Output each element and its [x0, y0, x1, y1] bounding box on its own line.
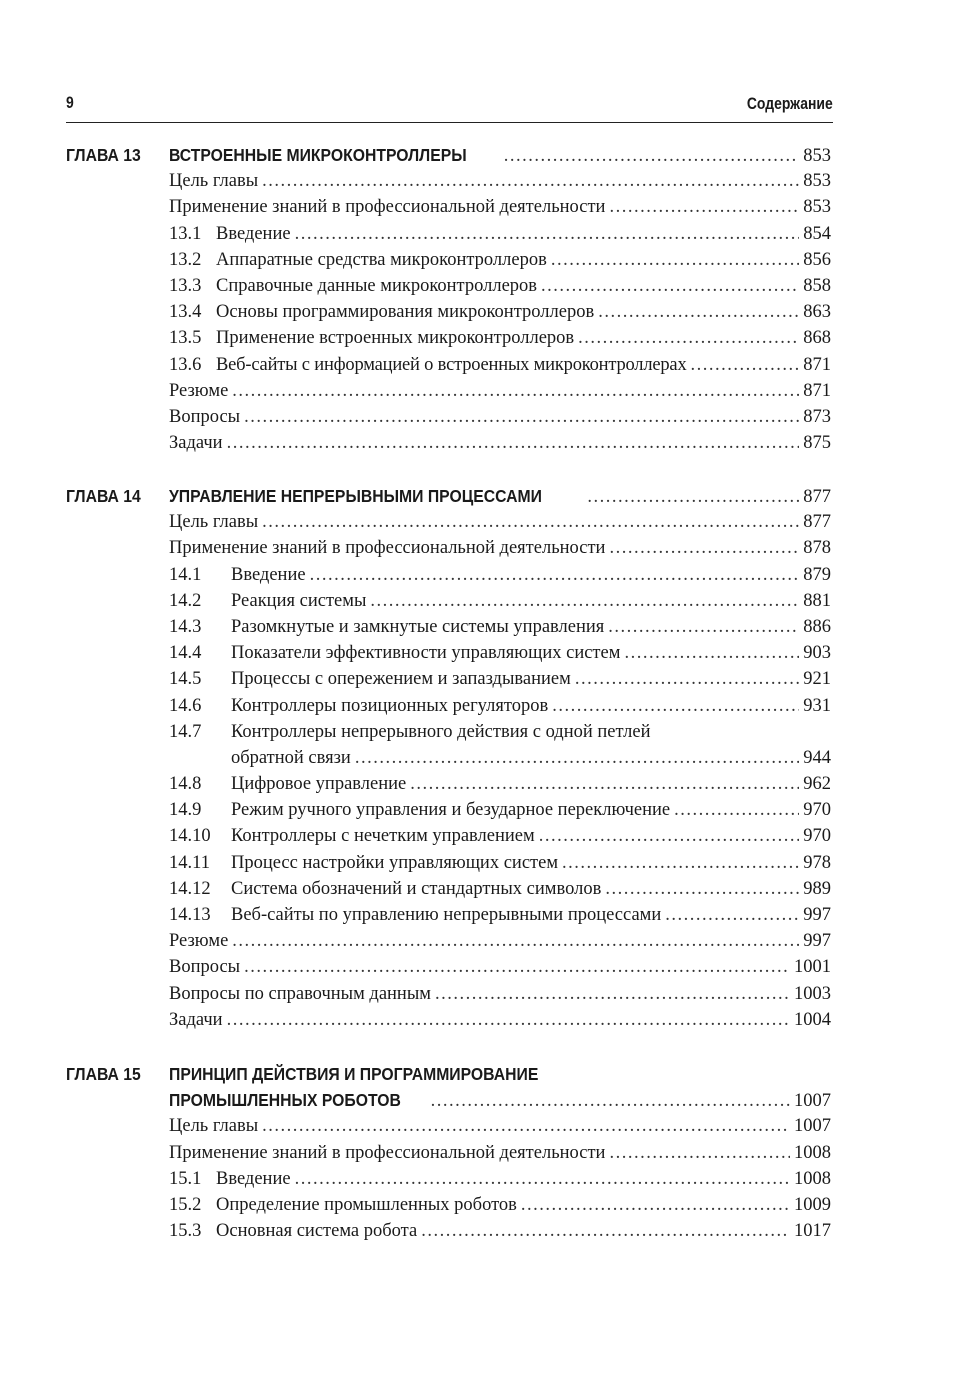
leader-dots: [552, 696, 799, 717]
entry-title: Применение знаний в профессиональной деятельности: [169, 538, 606, 559]
page-ref: 997: [803, 905, 831, 925]
toc-entry: [66, 355, 831, 381]
page-ref: 875: [803, 433, 831, 454]
page-ref: 997: [803, 931, 831, 952]
page-ref: 931: [803, 695, 831, 716]
leader-dots: [562, 853, 799, 874]
chapter-heading: [66, 145, 831, 171]
leader-dots: [310, 565, 800, 586]
page-ref: 1008: [794, 1142, 831, 1163]
toc-entry: [66, 197, 831, 223]
entry-number: 14.4: [169, 643, 202, 664]
entry-number: 13.4: [169, 302, 202, 323]
chapter-label: ГЛАВА 13: [66, 145, 141, 165]
entry-title: Резюме: [169, 931, 229, 952]
page-ref: 871: [803, 354, 831, 375]
page-ref: 1007: [794, 1091, 831, 1112]
leader-dots: [410, 774, 799, 795]
toc-entry: [66, 853, 831, 879]
page-ref: 854: [803, 223, 831, 244]
page-ref: 921: [803, 669, 831, 690]
leader-dots: [355, 748, 799, 769]
leader-dots: [539, 826, 800, 847]
leader-dots: [232, 931, 799, 952]
entry-title: Аппаратные средства микроконтроллеров: [216, 249, 547, 270]
entry-title-continuation: обратной связи: [231, 747, 351, 768]
entry-title: Основы программирования микроконтроллеров: [216, 302, 595, 323]
entry-title: Применение знаний в профессиональной деятельности: [169, 197, 606, 218]
entry-title: Вопросы: [169, 957, 241, 978]
entry-number: 13.1: [169, 223, 202, 244]
leader-dots: [609, 538, 799, 559]
entry-title: Веб-сайты по управлению непрерывными процессами: [231, 905, 662, 925]
entry-title: Веб-сайты с информацией о встроенных микроконтроллерах: [216, 354, 687, 375]
entry-number: 14.13: [169, 905, 211, 925]
leader-dots: [262, 171, 799, 192]
page-ref: 978: [803, 852, 831, 873]
page-ref: 962: [803, 774, 831, 795]
entry-title: Система обозначений и стандартных символов: [231, 878, 602, 899]
chapter-label: ГЛАВА 14: [66, 486, 141, 506]
entry-number: 13.3: [169, 275, 202, 296]
entry-number: 14.10: [169, 826, 211, 847]
leader-dots: [431, 1091, 790, 1112]
chapter-heading-continuation: [66, 1090, 831, 1116]
chapter-label: ГЛАВА 15: [66, 1064, 141, 1084]
entry-number: 15.3: [169, 1221, 202, 1242]
toc-entry: [66, 905, 831, 931]
toc-entry: [66, 565, 831, 591]
page-ref: 1004: [794, 1009, 831, 1030]
page-ref: 944: [803, 747, 831, 768]
leader-dots: [575, 669, 799, 690]
toc-entry: [66, 381, 831, 407]
entry-title: Реакция системы: [231, 590, 367, 611]
leader-dots: [551, 250, 799, 271]
chapter-title: УПРАВЛЕНИЕ НЕПРЕРЫВНЫМИ ПРОЦЕССАМИ: [169, 486, 542, 506]
leader-dots: [609, 197, 799, 218]
entry-number: 14.6: [169, 695, 202, 716]
toc-entry: [66, 931, 831, 957]
entry-number: 14.8: [169, 774, 202, 795]
page-ref: 873: [803, 406, 831, 427]
page-ref: 877: [803, 487, 831, 507]
leader-dots: [227, 433, 800, 454]
toc-entry: [66, 1169, 831, 1195]
leader-dots: [578, 328, 799, 349]
entry-title: Определение промышленных роботов: [216, 1194, 517, 1215]
entry-title: Вопросы по справочным данным: [169, 983, 431, 1004]
entry-title: Контроллеры позиционных регуляторов: [231, 695, 549, 716]
page-ref: 1017: [794, 1221, 831, 1242]
page-ref: 1003: [794, 983, 831, 1004]
page-ref: 903: [803, 643, 831, 664]
page-number: 9: [66, 93, 74, 112]
chapter-13: [66, 145, 831, 459]
entry-title: Контроллеры непрерывного действия с одной петлей: [231, 721, 651, 742]
page-ref: 863: [803, 302, 831, 323]
entry-title: Введение: [216, 1168, 291, 1189]
toc-entry: [66, 984, 831, 1010]
entry-title: Режим ручного управления и безударное переключение: [231, 800, 671, 821]
entry-number: 14.3: [169, 616, 202, 637]
entry-title: Показатели эффективности управляющих систем: [231, 643, 621, 664]
page-ref: 879: [803, 564, 831, 585]
leader-dots: [421, 1221, 790, 1242]
entry-number: 14.9: [169, 800, 202, 821]
page-ref: 970: [803, 826, 831, 847]
toc-entry: [66, 407, 831, 433]
entry-number: 14.1: [169, 564, 202, 585]
page-ref: 856: [803, 249, 831, 270]
toc-entry: [66, 1010, 831, 1036]
leader-dots: [691, 355, 800, 376]
entry-number: 14.7: [169, 721, 202, 742]
entry-title: Процессы с опережением и запаздыванием: [231, 669, 571, 690]
page-ref: 1001: [794, 957, 831, 978]
entry-title: Задачи: [169, 1009, 223, 1030]
page-ref: 868: [803, 328, 831, 349]
entry-title: Разомкнутые и замкнутые системы управления: [231, 616, 605, 637]
chapter-heading: [66, 486, 831, 512]
leader-dots: [244, 407, 799, 428]
entry-number: 15.1: [169, 1168, 202, 1189]
page-ref: 877: [803, 512, 831, 533]
toc-entry: [66, 643, 831, 669]
toc-entry: [66, 591, 831, 617]
page-ref: 881: [803, 590, 831, 611]
toc-entry: [66, 617, 831, 643]
entry-title: Вопросы: [169, 406, 241, 427]
entry-title: Контроллеры с нечетким управлением: [231, 826, 535, 847]
leader-dots: [295, 1169, 790, 1190]
chapter-title: ПРИНЦИП ДЕЙСТВИЯ И ПРОГРАММИРОВАНИЕ: [169, 1064, 539, 1084]
leader-dots: [295, 224, 800, 245]
chapter-title: ВСТРОЕННЫЕ МИКРОКОНТРОЛЛЕРЫ: [169, 145, 467, 165]
chapter-heading: [66, 1064, 831, 1090]
leader-dots: [244, 957, 790, 978]
entry-title: Цифровое управление: [231, 774, 407, 795]
leader-dots: [665, 905, 799, 926]
toc-entry: [66, 826, 831, 852]
leader-dots: [521, 1195, 790, 1216]
toc-entry: [66, 800, 831, 826]
entry-title: Справочные данные микроконтроллеров: [216, 275, 538, 296]
leader-dots: [227, 1010, 790, 1031]
entry-number: 13.2: [169, 249, 202, 270]
entry-title: Процесс настройки управляющих систем: [231, 852, 559, 873]
toc-entry: [66, 433, 831, 459]
toc-entry: [66, 1143, 831, 1169]
toc-entry: [66, 250, 831, 276]
leader-dots: [262, 512, 799, 533]
entry-title: Цель главы: [169, 512, 259, 533]
page-ref: 1009: [794, 1194, 831, 1215]
chapter-14: [66, 486, 831, 1036]
toc-entry-continuation: [66, 748, 831, 774]
leader-dots: [435, 984, 790, 1005]
leader-dots: [674, 800, 799, 821]
page-ref: 871: [803, 380, 831, 401]
toc-entry: [66, 276, 831, 302]
leader-dots: [609, 1143, 790, 1164]
toc-entry: [66, 957, 831, 983]
entry-number: 14.12: [169, 878, 211, 899]
page-ref: 853: [803, 146, 831, 166]
leader-dots: [605, 879, 799, 900]
page-ref: 853: [803, 197, 831, 218]
entry-number: 14.11: [169, 852, 210, 873]
page-ref: 853: [803, 171, 831, 192]
chapter-15: [66, 1064, 831, 1247]
leader-dots: [504, 146, 800, 167]
toc-entry: [66, 696, 831, 722]
toc-entry: [66, 1221, 831, 1247]
entry-number: 15.2: [169, 1194, 202, 1215]
page-ref: 1008: [794, 1168, 831, 1189]
page-ref: 1007: [794, 1116, 831, 1137]
entry-number: 13.5: [169, 328, 202, 349]
leader-dots: [232, 381, 799, 402]
toc-entry: [66, 512, 831, 538]
leader-dots: [370, 591, 799, 612]
entry-title: Введение: [231, 564, 306, 585]
entry-number: 13.6: [169, 354, 202, 375]
toc-entry: [66, 1195, 831, 1221]
entry-title: Задачи: [169, 433, 223, 454]
entry-title: Основная система робота: [216, 1221, 418, 1242]
entry-title: Введение: [216, 223, 291, 244]
entry-title: Цель главы: [169, 1116, 259, 1137]
toc-entry: [66, 722, 831, 748]
page-ref: 970: [803, 800, 831, 821]
toc-entry: [66, 1116, 831, 1142]
entry-title: Применение знаний в профессиональной деятельности: [169, 1142, 606, 1163]
toc-entry: [66, 879, 831, 905]
entry-number: 14.2: [169, 590, 202, 611]
chapter-title-continuation: ПРОМЫШЛЕННЫХ РОБОТОВ: [169, 1090, 401, 1111]
page-ref: 858: [803, 275, 831, 296]
section-title: Содержание: [747, 94, 833, 113]
entry-title: Цель главы: [169, 171, 259, 192]
leader-dots: [624, 643, 799, 664]
leader-dots: [608, 617, 799, 638]
page-ref: 989: [803, 878, 831, 899]
page-ref: 886: [803, 616, 831, 637]
page-ref: 878: [803, 538, 831, 559]
toc-entry: [66, 302, 831, 328]
entry-title: Применение встроенных микроконтроллеров: [216, 328, 575, 349]
leader-dots: [587, 487, 799, 508]
toc-entry: [66, 171, 831, 197]
leader-dots: [262, 1116, 790, 1137]
leader-dots: [598, 302, 799, 323]
entry-number: 14.5: [169, 669, 202, 690]
toc-entry: [66, 669, 831, 695]
toc-entry: [66, 774, 831, 800]
toc-entry: [66, 328, 831, 354]
running-header: [66, 92, 833, 123]
leader-dots: [541, 276, 799, 297]
toc-entry: [66, 538, 831, 564]
entry-title: Резюме: [169, 380, 229, 401]
toc-entry: [66, 224, 831, 250]
